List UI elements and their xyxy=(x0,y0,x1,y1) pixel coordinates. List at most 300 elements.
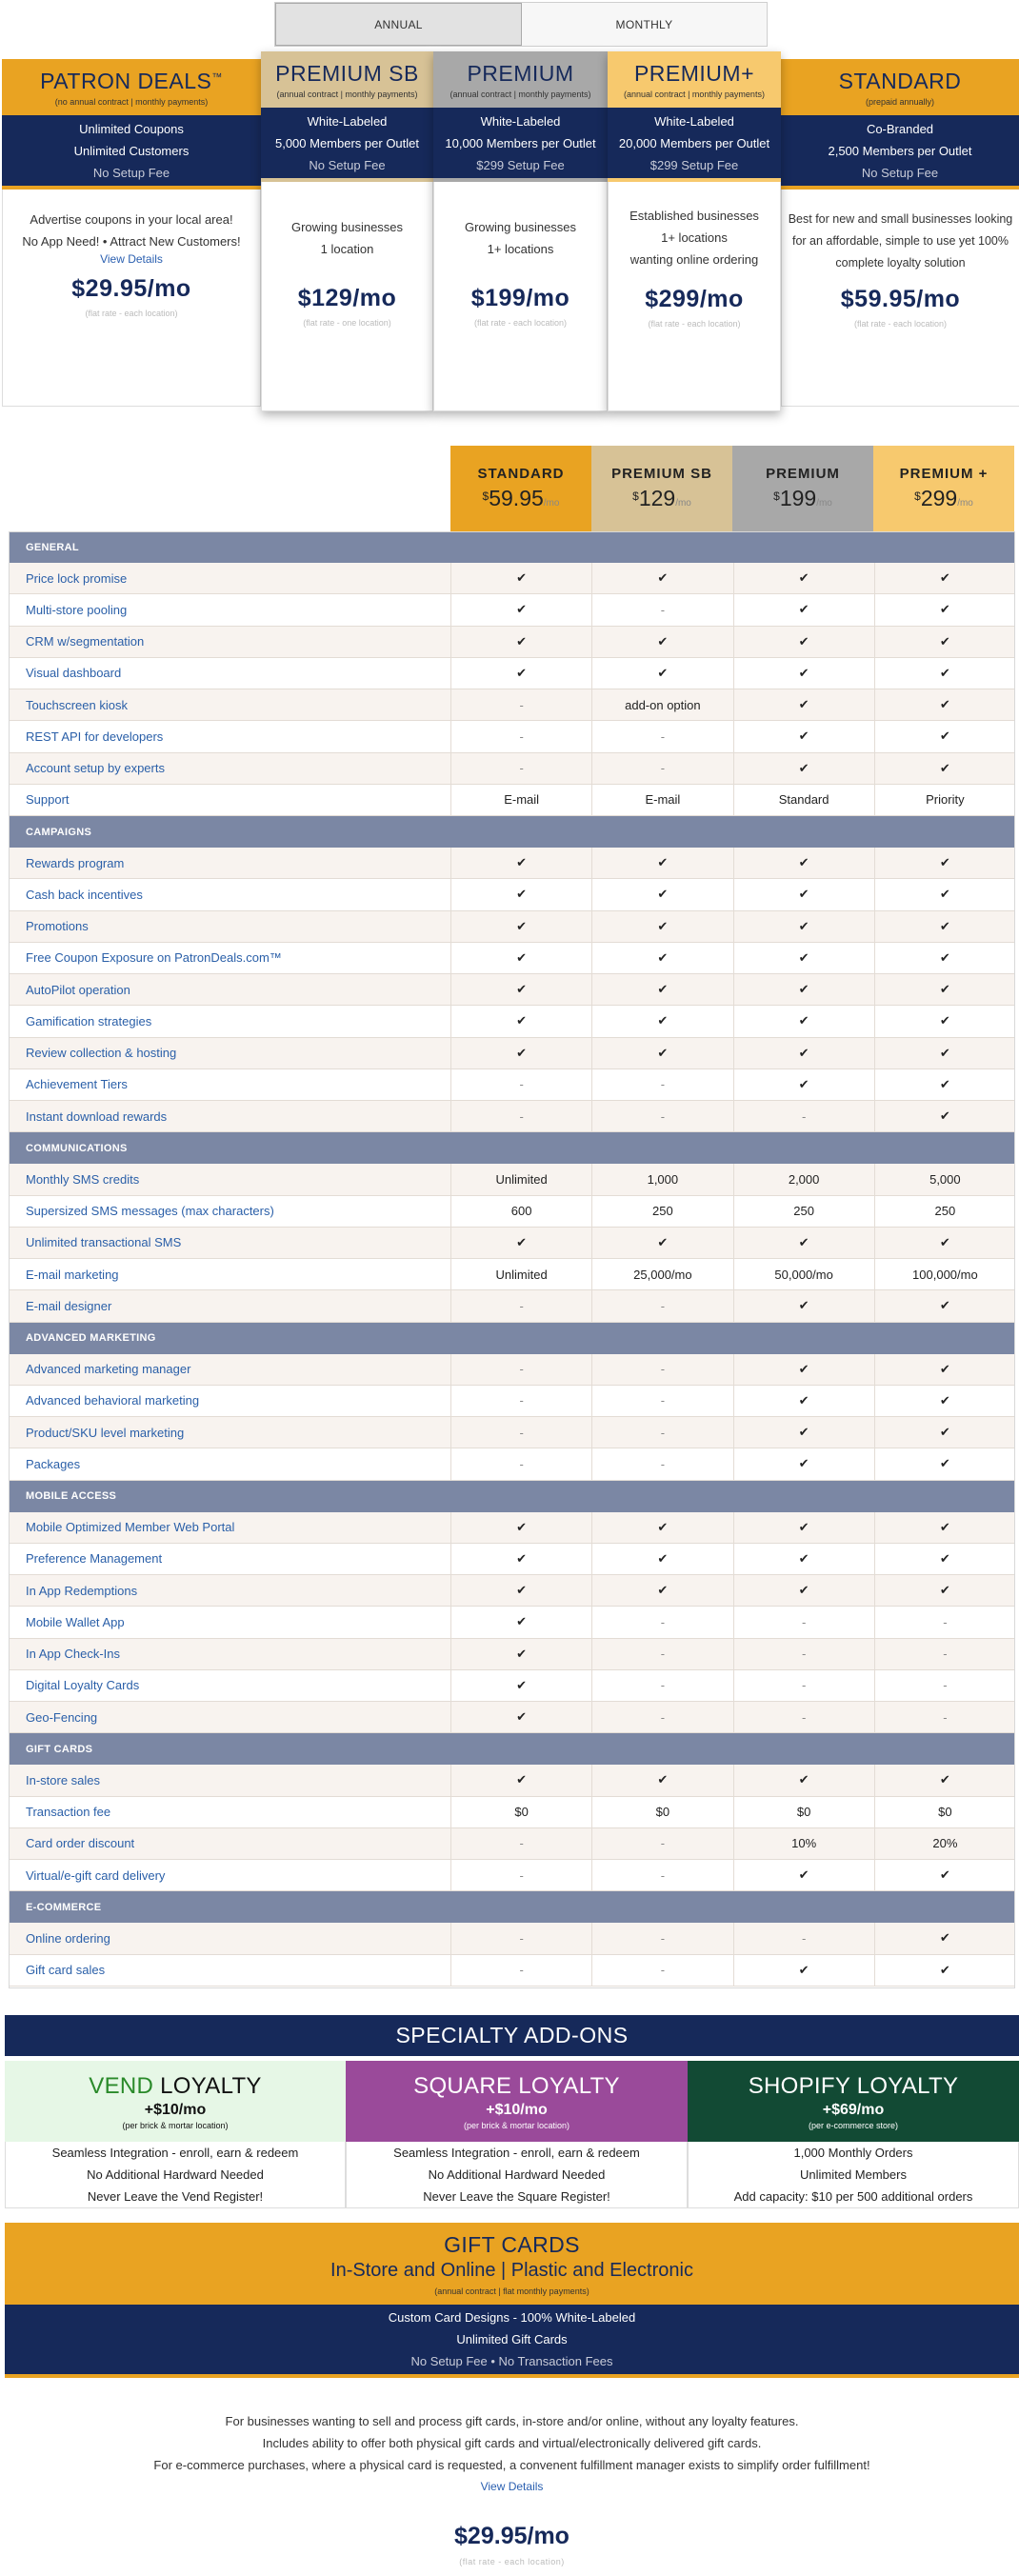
feature-value: Unlimited xyxy=(450,1259,591,1289)
table-row xyxy=(9,1228,1015,1259)
view-details-link[interactable]: View Details xyxy=(100,252,163,266)
feature-label[interactable]: Achievement Tiers xyxy=(26,1077,128,1092)
not-included-dash: - xyxy=(591,1354,732,1385)
table-row xyxy=(9,1101,1015,1132)
table-row xyxy=(9,594,1015,626)
check-icon: ✔ xyxy=(733,1228,874,1258)
feature-label[interactable]: Promotions xyxy=(26,919,89,934)
check-icon: ✔ xyxy=(874,911,1015,942)
check-icon: ✔ xyxy=(450,1512,591,1543)
check-icon: ✔ xyxy=(874,1228,1015,1258)
monthly-tab[interactable]: MONTHLY xyxy=(522,3,767,46)
feature-label[interactable]: Rewards program xyxy=(26,855,125,870)
not-included-dash: - xyxy=(450,1828,591,1859)
check-icon: ✔ xyxy=(733,1512,874,1543)
check-icon: ✔ xyxy=(591,879,732,909)
plan-name: PREMIUM xyxy=(467,60,574,86)
gift-cards-features xyxy=(5,2305,1019,2378)
feature-value: 25,000/mo xyxy=(591,1259,732,1289)
check-icon: ✔ xyxy=(591,1575,732,1606)
check-icon: ✔ xyxy=(733,943,874,973)
plan-terms: (annual contract | monthly payments) xyxy=(450,89,591,99)
table-row xyxy=(9,1828,1015,1860)
check-icon: ✔ xyxy=(591,1765,732,1795)
not-included-dash: - xyxy=(591,1290,732,1321)
column-plan-name: PREMIUM + xyxy=(899,466,989,482)
feature-label[interactable]: E-mail designer xyxy=(26,1298,112,1313)
not-included-dash: - xyxy=(591,1670,732,1701)
addon-feature-1: Seamless Integration - enroll, earn & redeem xyxy=(393,2146,640,2160)
table-row xyxy=(9,1765,1015,1796)
check-icon: ✔ xyxy=(450,1670,591,1701)
addon-name: VEND xyxy=(89,2072,154,2099)
not-included-dash: - xyxy=(591,594,732,625)
plan-card-standard xyxy=(781,59,1019,407)
feature-label[interactable]: Card order discount xyxy=(26,1836,135,1851)
not-included-dash: - xyxy=(450,1290,591,1321)
table-row xyxy=(9,1164,1015,1195)
plan-price-note: (flat rate - each location) xyxy=(648,319,741,329)
table-row xyxy=(9,753,1015,785)
plan-desc-2: 1+ locations xyxy=(661,230,728,245)
feature-label[interactable]: Virtual/e-gift card delivery xyxy=(26,1867,166,1883)
gift-desc-1: For businesses wanting to sell and process gift cards, in-store and/or online, without any loyalty features. xyxy=(225,2414,799,2428)
addon-feature-2: No Additional Hardward Needed xyxy=(428,2167,606,2182)
check-icon: ✔ xyxy=(733,1386,874,1416)
plan-feature-1: White-Labeled xyxy=(480,113,561,129)
feature-label[interactable]: Support xyxy=(26,792,70,808)
check-icon: ✔ xyxy=(733,879,874,909)
table-row xyxy=(9,689,1015,721)
feature-label[interactable]: REST API for developers xyxy=(26,729,164,744)
check-icon: ✔ xyxy=(591,1006,732,1036)
check-icon: ✔ xyxy=(874,848,1015,878)
check-icon: ✔ xyxy=(733,1290,874,1321)
feature-label[interactable]: Free Coupon Exposure on PatronDeals.com™ xyxy=(26,950,282,966)
addon-price-note: (per brick & mortar location) xyxy=(122,2120,229,2130)
addon-price-note: (per brick & mortar location) xyxy=(463,2120,570,2130)
check-icon: ✔ xyxy=(450,911,591,942)
check-icon: ✔ xyxy=(874,658,1015,689)
feature-label[interactable]: Online ordering xyxy=(26,1930,110,1946)
check-icon: ✔ xyxy=(733,1069,874,1100)
feature-value: 100,000/mo xyxy=(874,1259,1015,1289)
section-header: ADVANCED MARKETING xyxy=(9,1323,1015,1354)
not-included-dash: - xyxy=(733,1101,874,1131)
plan-desc-2: No App Need! • Attract New Customers! xyxy=(22,234,241,249)
feature-label[interactable]: Product/SKU level marketing xyxy=(26,1425,185,1440)
check-icon: ✔ xyxy=(733,1765,874,1795)
plan-feature-2: 20,000 Members per Outlet xyxy=(618,135,770,150)
check-icon: ✔ xyxy=(591,911,732,942)
feature-label[interactable]: Mobile Optimized Member Web Portal xyxy=(26,1520,235,1535)
plan-feature-3: No Setup Fee xyxy=(92,165,170,180)
addon-feature-2: No Additional Hardward Needed xyxy=(87,2167,264,2182)
check-icon: ✔ xyxy=(450,1702,591,1732)
section-header: COMMUNICATIONS xyxy=(9,1132,1015,1164)
table-row xyxy=(9,1196,1015,1228)
table-row xyxy=(9,1544,1015,1575)
not-included-dash: - xyxy=(591,1639,732,1669)
feature-label[interactable]: Mobile Wallet App xyxy=(26,1614,125,1629)
not-included-dash: - xyxy=(450,721,591,751)
check-icon: ✔ xyxy=(733,1544,874,1574)
gift-feature-1: Custom Card Designs - 100% White-Labeled xyxy=(388,2310,636,2325)
check-icon: ✔ xyxy=(874,594,1015,625)
trademark: ™ xyxy=(211,70,223,83)
feature-label[interactable]: Transaction fee xyxy=(26,1805,111,1820)
check-icon: ✔ xyxy=(874,721,1015,751)
plan-name: PATRON DEALS xyxy=(40,68,212,93)
feature-value: 250 xyxy=(874,1196,1015,1227)
plan-name: STANDARD xyxy=(838,68,962,93)
addon-feature-1: 1,000 Monthly Orders xyxy=(793,2146,913,2160)
not-included-dash: - xyxy=(591,1417,732,1448)
not-included-dash: - xyxy=(874,1607,1015,1637)
feature-label[interactable]: In App Redemptions xyxy=(26,1583,138,1598)
feature-value: 20% xyxy=(874,1828,1015,1859)
gift-price-note: (flat rate - each location) xyxy=(459,2557,565,2566)
column-header-premium-sb xyxy=(591,446,732,531)
check-icon: ✔ xyxy=(450,1607,591,1637)
feature-value: 250 xyxy=(591,1196,732,1227)
plan-card-premium-plus xyxy=(608,51,781,411)
table-row xyxy=(9,1923,1015,1954)
specialty-addons-title: SPECIALTY ADD-ONS xyxy=(5,2015,1019,2056)
check-icon: ✔ xyxy=(591,1038,732,1068)
check-icon: ✔ xyxy=(450,974,591,1005)
not-included-dash: - xyxy=(450,1354,591,1385)
table-row xyxy=(9,627,1015,658)
gift-feature-2: Unlimited Gift Cards xyxy=(456,2332,568,2346)
gift-cards-title: GIFT CARDS xyxy=(444,2231,580,2257)
check-icon: ✔ xyxy=(874,1290,1015,1321)
check-icon: ✔ xyxy=(591,563,732,593)
feature-label[interactable]: Packages xyxy=(26,1456,81,1471)
section-header: CAMPAIGNS xyxy=(9,816,1015,848)
not-included-dash: - xyxy=(450,1955,591,1986)
column-plan-name: PREMIUM xyxy=(766,466,840,482)
plan-name: PREMIUM SB xyxy=(275,60,419,86)
check-icon: ✔ xyxy=(591,1228,732,1258)
plan-desc-1: Advertise coupons in your local area! xyxy=(30,212,233,227)
addon-name-suffix: LOYALTY xyxy=(153,2072,262,2099)
feature-label[interactable]: CRM w/segmentation xyxy=(26,634,145,649)
billing-toggle xyxy=(274,2,768,47)
plan-price: $29.95/mo xyxy=(71,275,191,302)
not-included-dash: - xyxy=(450,689,591,720)
feature-label[interactable]: Cash back incentives xyxy=(26,887,143,902)
check-icon: ✔ xyxy=(450,594,591,625)
check-icon: ✔ xyxy=(450,943,591,973)
plan-feature-1: Co-Branded xyxy=(866,121,934,136)
not-included-dash: - xyxy=(874,1702,1015,1732)
feature-label[interactable]: Price lock promise xyxy=(26,570,128,586)
check-icon: ✔ xyxy=(450,1228,591,1258)
feature-value: Standard xyxy=(733,785,874,815)
table-row xyxy=(9,1259,1015,1290)
check-icon: ✔ xyxy=(733,1955,874,1986)
not-included-dash: - xyxy=(733,1670,874,1701)
not-included-dash: - xyxy=(450,1448,591,1479)
table-row xyxy=(9,974,1015,1006)
plan-desc-2: 1+ locations xyxy=(487,242,554,256)
feature-label[interactable]: E-mail marketing xyxy=(26,1267,119,1282)
table-row xyxy=(9,658,1015,689)
feature-value: $0 xyxy=(733,1797,874,1827)
feature-label[interactable]: AutoPilot operation xyxy=(26,982,130,997)
table-row xyxy=(9,943,1015,974)
check-icon: ✔ xyxy=(450,1575,591,1606)
plan-desc-1: Growing businesses xyxy=(290,220,404,234)
not-included-dash: - xyxy=(591,1069,732,1100)
addon-card-shopify xyxy=(688,2061,1019,2208)
not-included-dash: - xyxy=(591,721,732,751)
table-row xyxy=(9,563,1015,594)
table-row xyxy=(9,785,1015,816)
not-included-dash: - xyxy=(450,753,591,784)
table-row xyxy=(9,1448,1015,1480)
plan-name: PREMIUM+ xyxy=(633,60,755,86)
check-icon: ✔ xyxy=(733,1417,874,1448)
plan-feature-2: 5,000 Members per Outlet xyxy=(274,135,420,150)
check-icon: ✔ xyxy=(733,594,874,625)
not-included-dash: - xyxy=(591,1828,732,1859)
plan-price-note: (flat rate - each location) xyxy=(853,319,948,329)
not-included-dash: - xyxy=(874,1639,1015,1669)
plan-desc-1: Established businesses xyxy=(629,209,759,223)
feature-value: E-mail xyxy=(591,785,732,815)
check-icon: ✔ xyxy=(733,627,874,657)
feature-label[interactable]: Preference Management xyxy=(26,1551,163,1567)
feature-value: 250 xyxy=(733,1196,874,1227)
check-icon: ✔ xyxy=(450,1038,591,1068)
table-row xyxy=(9,1607,1015,1638)
check-icon: ✔ xyxy=(874,1923,1015,1953)
check-icon: ✔ xyxy=(874,1006,1015,1036)
not-included-dash: - xyxy=(591,753,732,784)
table-row xyxy=(9,1386,1015,1417)
not-included-dash: - xyxy=(591,1448,732,1479)
not-included-dash: - xyxy=(733,1702,874,1732)
gift-price: $29.95/mo xyxy=(454,2523,569,2549)
check-icon: ✔ xyxy=(733,1038,874,1068)
check-icon: ✔ xyxy=(591,1512,732,1543)
feature-label[interactable]: Advanced behavioral marketing xyxy=(26,1393,200,1408)
column-header-premium xyxy=(873,446,1014,531)
plan-feature-3: No Setup Fee xyxy=(309,157,386,172)
feature-label[interactable]: Gamification strategies xyxy=(26,1013,152,1028)
plan-desc-1: Growing businesses xyxy=(464,220,577,234)
check-icon: ✔ xyxy=(874,1765,1015,1795)
check-icon: ✔ xyxy=(591,848,732,878)
table-row xyxy=(9,721,1015,752)
plan-price-note: (flat rate - each location) xyxy=(473,318,568,328)
feature-label[interactable]: Monthly SMS credits xyxy=(26,1171,140,1187)
plan-terms: (no annual contract | monthly payments) xyxy=(54,96,209,107)
addon-card-vend xyxy=(5,2061,346,2208)
plan-desc-3: complete loyalty solution xyxy=(835,256,966,270)
feature-label[interactable]: In App Check-Ins xyxy=(26,1647,120,1662)
plan-feature-1: Unlimited Coupons xyxy=(79,121,184,136)
plan-price-note: (flat rate - each location) xyxy=(85,309,178,318)
feature-label[interactable]: Supersized SMS messages (max characters) xyxy=(26,1204,274,1219)
check-icon: ✔ xyxy=(874,689,1015,720)
check-icon: ✔ xyxy=(733,974,874,1005)
check-icon: ✔ xyxy=(874,1544,1015,1574)
plan-desc-1: Best for new and small businesses looking xyxy=(788,212,1013,226)
check-icon: ✔ xyxy=(874,1575,1015,1606)
not-included-dash: - xyxy=(591,1860,732,1890)
plan-price-note: (flat rate - one location) xyxy=(303,318,391,328)
feature-value: 5,000 xyxy=(874,1164,1015,1194)
check-icon: ✔ xyxy=(733,1006,874,1036)
table-row xyxy=(9,848,1015,879)
plan-feature-3: $299 Setup Fee xyxy=(649,157,739,172)
check-icon: ✔ xyxy=(874,627,1015,657)
plan-desc-2: for an affordable, simple to use yet 100% xyxy=(792,234,1009,248)
feature-value: $0 xyxy=(450,1797,591,1827)
feature-value: Priority xyxy=(874,785,1015,815)
table-row xyxy=(9,1670,1015,1702)
section-header: GENERAL xyxy=(9,531,1015,563)
check-icon: ✔ xyxy=(450,879,591,909)
plan-terms: (annual contract | monthly payments) xyxy=(276,89,418,99)
plan-terms: (prepaid annually) xyxy=(865,96,935,107)
feature-label[interactable]: Visual dashboard xyxy=(26,666,122,681)
gift-view-details-link[interactable]: View Details xyxy=(480,2480,544,2493)
not-included-dash: - xyxy=(591,1923,732,1953)
plan-card-premium xyxy=(433,51,608,411)
check-icon: ✔ xyxy=(874,1386,1015,1416)
check-icon: ✔ xyxy=(874,563,1015,593)
column-header-premium xyxy=(732,446,873,531)
addon-price-note: (per e-commerce store) xyxy=(808,2120,899,2130)
table-row xyxy=(9,1417,1015,1448)
not-included-dash: - xyxy=(733,1639,874,1669)
annual-tab[interactable]: ANNUAL xyxy=(275,3,522,46)
check-icon: ✔ xyxy=(733,658,874,689)
feature-label[interactable]: Advanced marketing manager xyxy=(26,1362,191,1377)
feature-label[interactable]: Touchscreen kiosk xyxy=(26,697,128,712)
not-included-dash: - xyxy=(591,1702,732,1732)
feature-label[interactable]: Instant download rewards xyxy=(26,1108,168,1124)
check-icon: ✔ xyxy=(874,1354,1015,1385)
not-included-dash: - xyxy=(733,1607,874,1637)
not-included-dash: - xyxy=(591,1386,732,1416)
column-plan-name: PREMIUM SB xyxy=(611,466,712,482)
table-row xyxy=(9,1860,1015,1891)
plan-feature-3: No Setup Fee xyxy=(861,165,939,180)
plan-price: $59.95/mo xyxy=(840,286,961,312)
plan-desc-2: 1 location xyxy=(320,242,374,256)
feature-label[interactable]: Unlimited transactional SMS xyxy=(26,1235,182,1250)
check-icon: ✔ xyxy=(874,753,1015,784)
section-header: GIFT CARDS xyxy=(9,1733,1015,1765)
feature-value: 600 xyxy=(450,1196,591,1227)
addon-feature-1: Seamless Integration - enroll, earn & redeem xyxy=(51,2146,299,2160)
check-icon: ✔ xyxy=(733,848,874,878)
check-icon: ✔ xyxy=(874,943,1015,973)
table-row xyxy=(9,1354,1015,1386)
table-row xyxy=(9,1006,1015,1037)
plan-feature-2: 10,000 Members per Outlet xyxy=(445,135,596,150)
column-header-standard xyxy=(450,446,591,531)
feature-value: 1,000 xyxy=(591,1164,732,1194)
check-icon: ✔ xyxy=(733,1448,874,1479)
check-icon: ✔ xyxy=(450,1544,591,1574)
comparison-table xyxy=(9,531,1015,1987)
feature-label[interactable]: Review collection & hosting xyxy=(26,1046,177,1061)
gift-cards-terms: (annual contract | flat monthly payments) xyxy=(434,2286,589,2296)
check-icon: ✔ xyxy=(591,627,732,657)
feature-value: 10% xyxy=(733,1828,874,1859)
feature-label[interactable]: Gift card sales xyxy=(26,1963,106,1978)
feature-label[interactable]: Geo-Fencing xyxy=(26,1709,98,1725)
plan-price: $299/mo xyxy=(645,286,744,312)
check-icon: ✔ xyxy=(874,1860,1015,1890)
plan-price: $199/mo xyxy=(470,285,570,311)
gift-desc-3: For e-commerce purchases, where a physical card is requested, a convenent fulfillment manager exists to simplify order fulfillment! xyxy=(153,2458,870,2472)
addon-price: +$69/mo xyxy=(822,2101,885,2118)
table-row xyxy=(9,1575,1015,1607)
plan-feature-2: Unlimited Customers xyxy=(73,143,190,158)
check-icon: ✔ xyxy=(591,658,732,689)
feature-label[interactable]: Multi-store pooling xyxy=(26,602,128,617)
feature-label[interactable]: Digital Loyalty Cards xyxy=(26,1678,140,1693)
table-row xyxy=(9,1290,1015,1322)
gift-cards-subtitle: In-Store and Online | Plastic and Electronic xyxy=(330,2259,693,2281)
check-icon: ✔ xyxy=(591,1544,732,1574)
table-row xyxy=(9,1038,1015,1069)
addon-name: SHOPIFY LOYALTY xyxy=(748,2072,959,2099)
feature-label[interactable]: In-store sales xyxy=(26,1772,101,1787)
addon-feature-3: Never Leave the Vend Register! xyxy=(87,2189,264,2204)
addon-price: +$10/mo xyxy=(144,2101,207,2118)
not-included-dash: - xyxy=(450,1386,591,1416)
addon-feature-2: Unlimited Members xyxy=(800,2167,907,2182)
table-row xyxy=(9,1512,1015,1544)
gift-cards-header xyxy=(5,2223,1019,2305)
feature-label[interactable]: Account setup by experts xyxy=(26,761,165,776)
check-icon: ✔ xyxy=(733,753,874,784)
check-icon: ✔ xyxy=(450,658,591,689)
check-icon: ✔ xyxy=(874,1069,1015,1100)
feature-value: Unlimited xyxy=(450,1164,591,1194)
check-icon: ✔ xyxy=(450,1639,591,1669)
check-icon: ✔ xyxy=(874,1512,1015,1543)
gift-feature-3: No Setup Fee • No Transaction Fees xyxy=(410,2354,613,2368)
not-included-dash: - xyxy=(450,1069,591,1100)
plan-feature-1: White-Labeled xyxy=(307,113,388,129)
check-icon: ✔ xyxy=(874,1448,1015,1479)
plan-feature-3: $299 Setup Fee xyxy=(476,157,565,172)
check-icon: ✔ xyxy=(450,848,591,878)
plan-desc-3: wanting online ordering xyxy=(629,252,759,267)
feature-value: $0 xyxy=(874,1797,1015,1827)
table-row xyxy=(9,1955,1015,1987)
not-included-dash: - xyxy=(450,1860,591,1890)
section-header: E-COMMERCE xyxy=(9,1891,1015,1923)
plan-terms: (annual contract | monthly payments) xyxy=(624,89,765,99)
check-icon: ✔ xyxy=(450,1765,591,1795)
check-icon: ✔ xyxy=(733,721,874,751)
not-included-dash: - xyxy=(591,1101,732,1131)
gift-cards-body xyxy=(5,2378,1019,2576)
plan-price: $129/mo xyxy=(297,285,397,311)
check-icon: ✔ xyxy=(874,879,1015,909)
check-icon: ✔ xyxy=(874,1038,1015,1068)
